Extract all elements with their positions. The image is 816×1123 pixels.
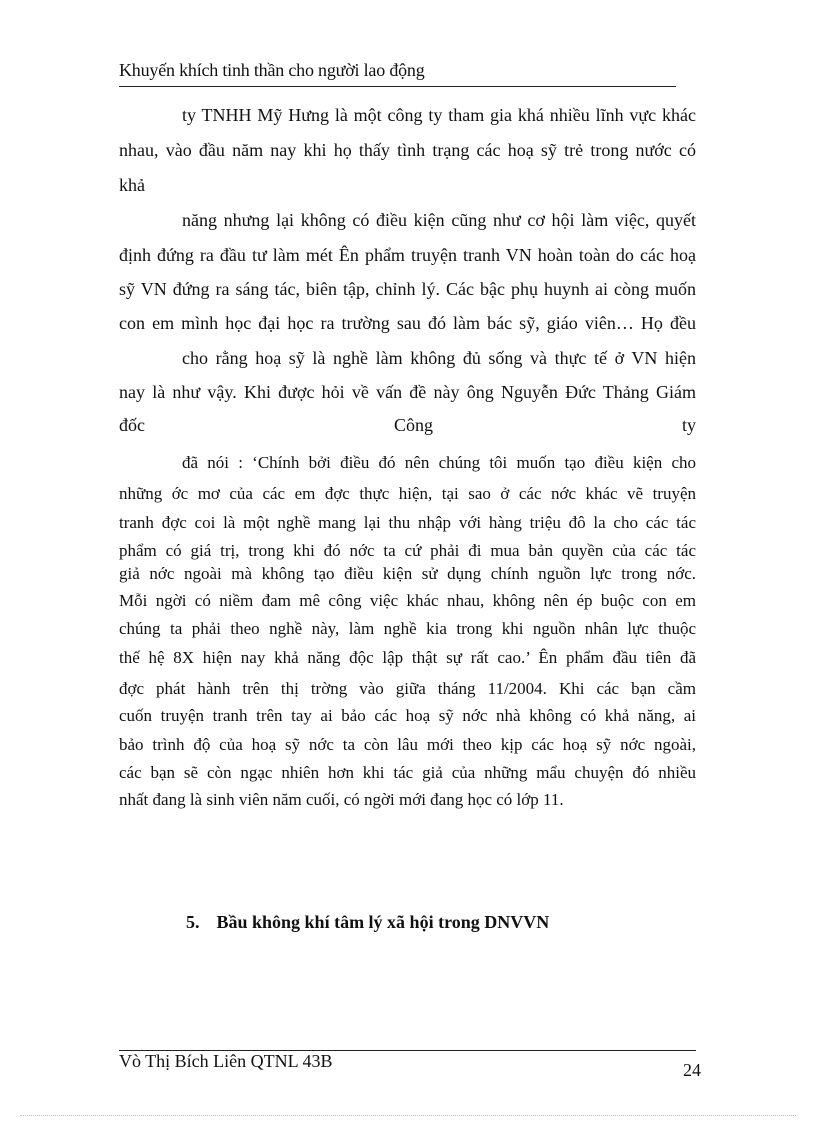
body-line: cho rằng hoạ sỹ là nghề làm không đủ sống và thực tế ở VN hiện	[182, 348, 696, 368]
quote-line: đợc phát hành trên thị trờng vào giữa tháng 11/2004. Khi các bạn cầm	[119, 679, 696, 698]
body-line: khả	[119, 175, 145, 195]
body-line: định đứng ra đầu tư làm mét Ên phẩm truyện tranh VN hoàn toàn do các hoạ	[119, 245, 696, 265]
page-bottom-border	[20, 1115, 796, 1116]
quote-line: cuốn truyện tranh trên tay ai bảo các hoạ sỹ nớc nhà không có khả năng, ai	[119, 706, 696, 725]
body-line: năng nhưng lại không có điều kiện cũng như cơ hội làm việc, quyết	[182, 210, 696, 230]
quote-line: Mỗi ngời có niềm đam mê công việc khác nhau, không nên ép buộc con em	[119, 591, 696, 610]
body-word: Công	[394, 415, 434, 435]
header-rule	[119, 86, 676, 87]
section-number: 5.	[186, 912, 200, 932]
page-number: 24	[683, 1060, 701, 1080]
quote-line: phẩm có giá trị, trong khi đó nớc ta cứ phải đi mua bản quyền của các tác	[119, 541, 696, 560]
body-line: nay là như vậy. Khi được hỏi về vấn đề này ông Nguyễn Đức Thảng Giám	[119, 382, 696, 402]
body-line: con em mình học đại học ra trường sau đó làm bác sỹ, giáo viên… Họ đều	[119, 313, 696, 333]
quote-line: chúng ta phải theo nghề này, làm nghề kia trong khi nguồn nhân lực thuộc	[119, 619, 696, 638]
footer-author: Vò Thị Bích Liên QTNL 43B	[119, 1051, 333, 1071]
quote-line: thế hệ 8X hiện nay khả năng độc lập thật sự rất cao.’ Ên phẩm đầu tiên đã	[119, 648, 696, 667]
body-word: ty	[682, 415, 697, 435]
quote-line: đã nói : ‘Chính bởi điều đó nên chúng tôi muốn tạo điều kiện cho	[182, 453, 696, 472]
body-line: nhau, vào đầu năm nay khi họ thấy tình trạng các hoạ sỹ trẻ trong nước có	[119, 140, 696, 160]
body-line: ty TNHH Mỹ Hưng là một công ty tham gia khá nhiều lĩnh vực khác	[182, 105, 696, 125]
body-line: sỹ VN đứng ra sáng tác, biên tập, chỉnh lý. Các bậc phụ huynh ai còng muốn	[119, 279, 696, 299]
quote-line: các bạn sẽ còn ngạc nhiên hơn khi tác giả của những mẩu chuyện đó nhiều	[119, 763, 696, 782]
section-title: Bầu không khí tâm lý xã hội trong DNVVN	[216, 912, 550, 932]
quote-line: nhất đang là sinh viên năm cuối, có ngời mới đang học có lớp 11.	[119, 790, 564, 809]
quote-line: bảo trình độ của hoạ sỹ nớc ta còn lâu mới theo kịp các hoạ sỹ nớc ngoài,	[119, 735, 696, 754]
quote-line: những ớc mơ của các em đợc thực hiện, tại sao ở các nớc khác vẽ truyện	[119, 484, 696, 503]
running-header-title: Khuyến khích tinh thần cho người lao động	[119, 60, 425, 80]
quote-line: tranh đợc coi là một nghề mang lại thu nhập với hàng triệu đô la cho các tác	[119, 513, 696, 532]
section-heading	[186, 912, 549, 933]
quote-line: giả nớc ngoài mà không tạo điều kiện sử dụng chính nguồn lực trong nớc.	[119, 564, 696, 583]
body-word: đốc	[119, 415, 145, 435]
